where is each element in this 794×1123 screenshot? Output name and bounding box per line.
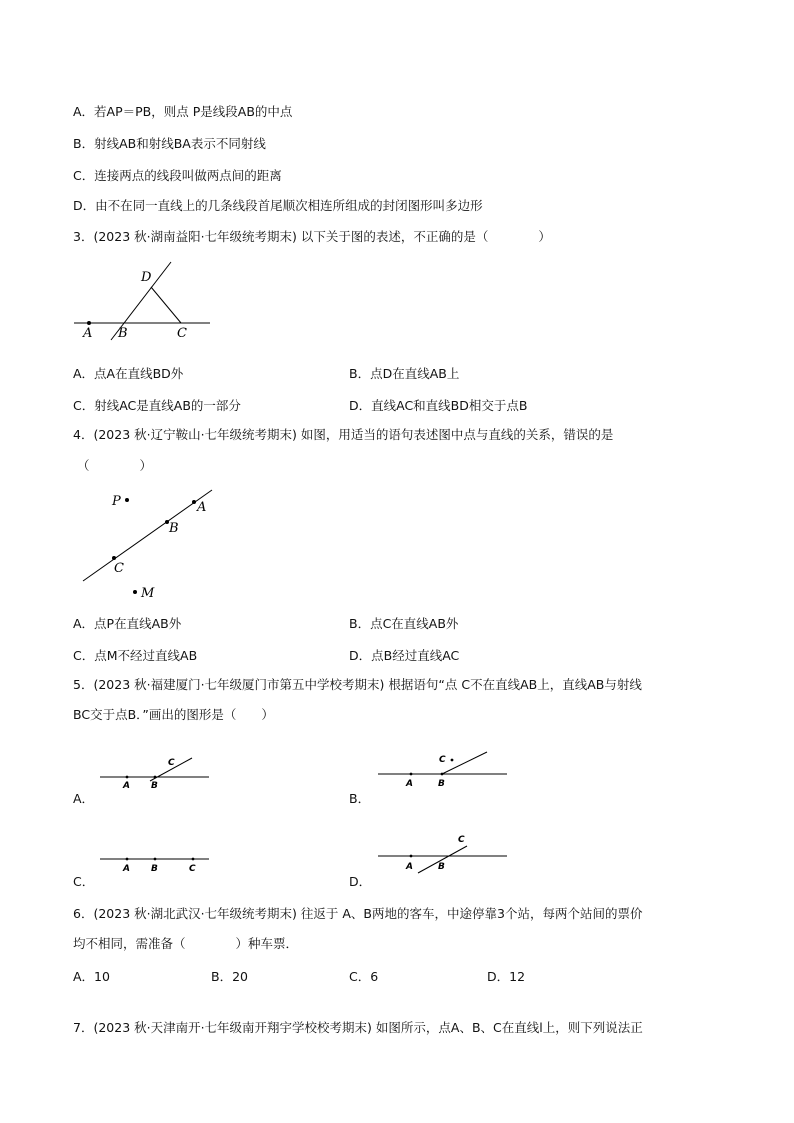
q5-option-b: B． (349, 791, 371, 806)
q5d-label-a: A (406, 862, 413, 872)
q3-point-a (87, 321, 91, 325)
q4-option-b: B．点C在直线AB外 (349, 616, 459, 631)
q5d-label-c: C (458, 835, 465, 845)
q5a-label-b: B (151, 781, 158, 791)
q6-stem-line1: 6．(2023 秋·湖北武汉·七年级统考期末) 往返于 A、B两地的客车，中途停靠3个站，每两个站间的票价 (73, 906, 643, 921)
q6-option-a: A．10 (73, 969, 110, 984)
q4-label-c: C (114, 561, 124, 576)
q4-option-a: A．点P在直线AB外 (73, 616, 182, 631)
q5b-label-c: C (439, 755, 446, 765)
q6-option-d: D．12 (487, 969, 526, 984)
q5c-label-c: C (189, 864, 196, 874)
q5-option-a: A． (73, 791, 95, 806)
q4-stem-line1: 4．(2023 秋·辽宁鞍山·七年级统考期末) 如图，用适当的语句表述图中点与直线的关系，错误的是 (73, 427, 614, 442)
q3-label-b: B (118, 326, 128, 341)
q5b-label-a: A (406, 779, 413, 789)
q5c-label-a: A (123, 864, 130, 874)
q5b-label-b: B (438, 779, 445, 789)
q4-point-p (125, 498, 129, 502)
q2-option-b: B．射线AB和射线BA表示不同射线 (73, 136, 266, 151)
q4-label-m: M (141, 586, 155, 600)
q5-figure-d (376, 830, 510, 876)
q4-option-d: D．点B经过直线AC (349, 648, 460, 663)
q4-label-b: B (169, 521, 179, 536)
q5a-label-a: A (123, 781, 130, 791)
q3-segment-dc (151, 287, 181, 323)
q2-option-c: C．连接两点的线段叫做两点间的距离 (73, 168, 282, 183)
q5d-label-b: B (438, 862, 445, 872)
q4-point-c (112, 556, 116, 560)
q4-stem-line2: （ ） (77, 458, 153, 473)
q6-option-c: C．6 (349, 969, 379, 984)
q3-label-d: D (141, 270, 152, 285)
q4-label-a: A (197, 500, 207, 515)
q3-label-a: A (83, 326, 93, 341)
q4-option-c: C．点M不经过直线AB (73, 648, 198, 663)
q3-figure (70, 258, 215, 342)
q5c-label-b: B (151, 864, 158, 874)
q3-label-c: C (177, 326, 187, 341)
q3-stem: 3．(2023 秋·湖南益阳·七年级统考期末) 以下关于图的表述，不正确的是（ ） (73, 229, 551, 244)
q2-option-d: D．由不在同一直线上的几条线段首尾顺次相连所组成的封闭图形叫多边形 (73, 198, 483, 213)
q4-point-m (133, 590, 137, 594)
q3-option-a: A．点A在直线BD外 (73, 366, 184, 381)
q5-figure-a (98, 752, 212, 794)
q5-option-c: C． (73, 874, 95, 889)
q5a-label-c: C (168, 758, 175, 768)
q6-option-b: B．20 (211, 969, 248, 984)
q4-line (83, 490, 212, 581)
q5-option-d: D． (349, 874, 372, 889)
q7-stem-line1: 7．(2023 秋·天津南开·七年级南开翔宇学校校考期末) 如图所示，点A、B、C在直线l上，则下列说法正 (73, 1020, 643, 1035)
q6-stem-line2: 均不相同，需准备（ ）种车票． (73, 936, 299, 951)
q5-stem-line1: 5．(2023 秋·福建厦门·七年级厦门市第五中学校考期末) 根据语句“点 C不在直线AB上，直线AB与射线 (73, 677, 642, 692)
q5-figure-b (376, 748, 510, 790)
q4-label-p: P (112, 494, 121, 509)
q4-figure (78, 485, 218, 600)
q3-option-c: C．射线AC是直线AB的一部分 (73, 398, 241, 413)
q5-figure-c (98, 850, 212, 880)
q4-point-a (192, 500, 196, 504)
q2-option-a: A．若AP＝PB，则点 P是线段AB的中点 (73, 104, 293, 119)
q5-stem-line2: BC交于点B．”画出的图形是（ ） (73, 707, 274, 722)
q3-option-d: D．直线AC和直线BD相交于点B (349, 398, 528, 413)
q3-option-b: B．点D在直线AB上 (349, 366, 460, 381)
